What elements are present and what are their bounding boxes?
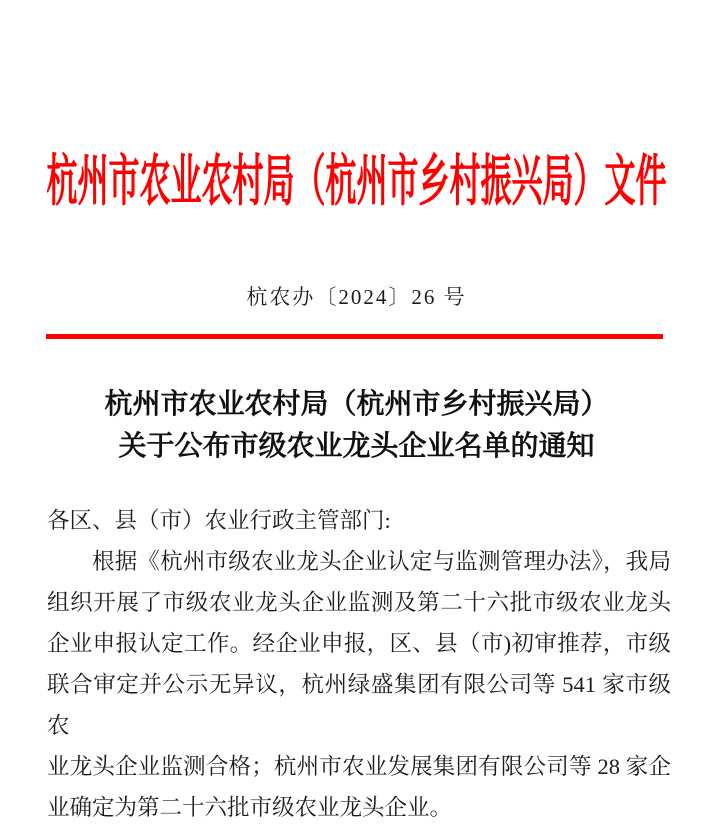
document-body bbox=[47, 500, 671, 828]
red-divider-line bbox=[46, 334, 663, 339]
document-title bbox=[0, 384, 713, 468]
body-line: 根据《杭州市级农业龙头企业认定与监测管理办法》，我局 bbox=[92, 549, 671, 574]
document-number: 杭农办〔2024〕26 号 bbox=[246, 285, 467, 309]
body-line: 企业申报认定工作。经企业申报，区、县（市)初审推荐，市级 bbox=[47, 631, 671, 656]
document-title-line2: 关于公布市级农业龙头企业名单的通知 bbox=[118, 431, 595, 462]
body-line: 组织开展了市级农业龙头企业监测及第二十六批市级农业龙头 bbox=[47, 590, 671, 615]
body-line: 业确定为第二十六批市级农业龙头企业。 bbox=[47, 795, 453, 820]
body-line: 联合审定并公示无异议，杭州绿盛集团有限公司等 541 家市级农 bbox=[47, 672, 671, 738]
letterhead bbox=[0, 141, 713, 212]
salutation: 各区、县（市）农业行政主管部门: bbox=[47, 508, 391, 533]
document-title-line1: 杭州市农业农村局（杭州市乡村振兴局） bbox=[104, 389, 609, 420]
agency-header-title: 杭州市农业农村局（杭州市乡村振兴局）文件 bbox=[46, 148, 667, 212]
body-line: 业龙头企业监测合格；杭州市农业发展集团有限公司等 28 家企 bbox=[47, 754, 671, 779]
